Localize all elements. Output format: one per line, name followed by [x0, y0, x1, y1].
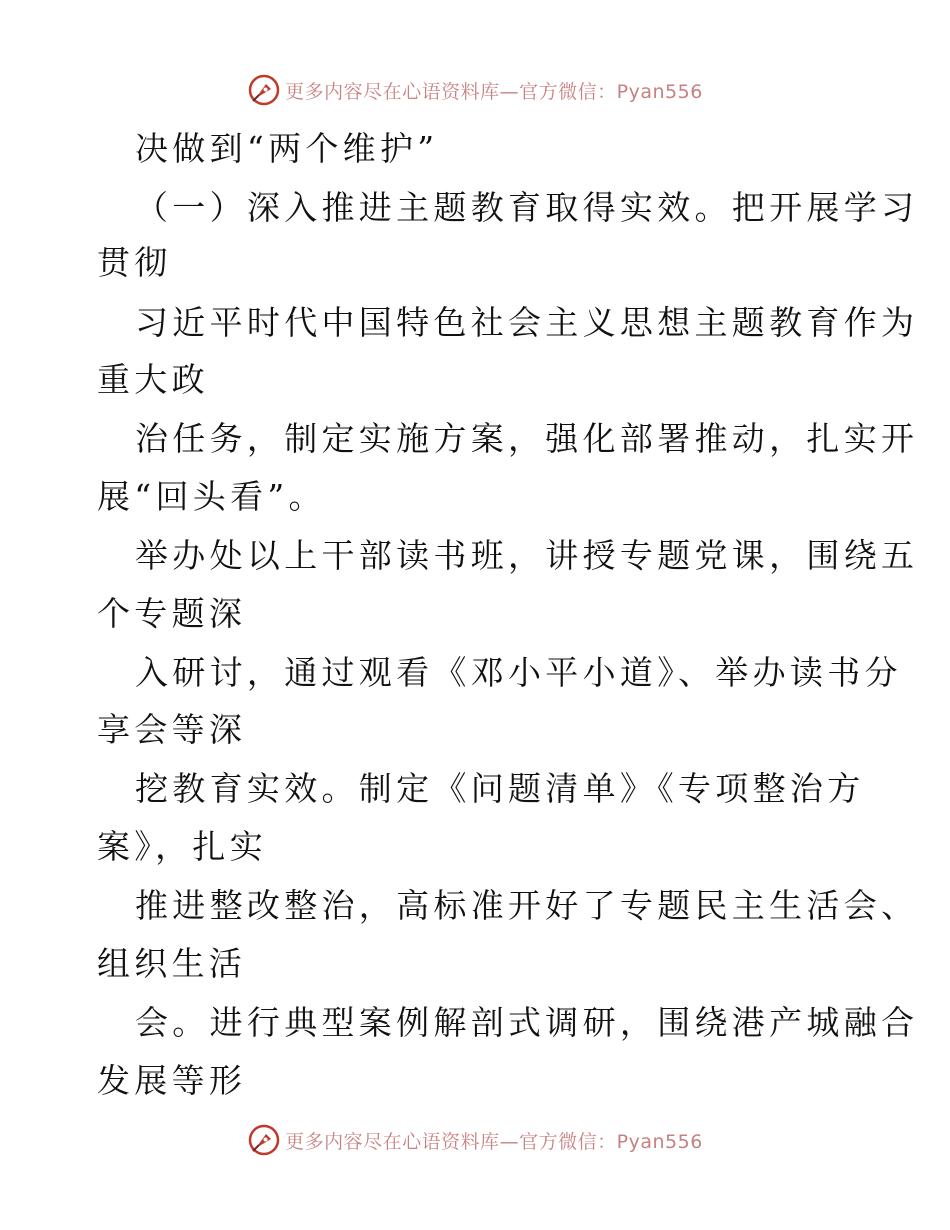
- body-line: 入研讨，通过观看《邓小平小道》、举办读书分: [135, 653, 902, 692]
- footer-brand-text: 更多内容尽在心语资料库—官方微信：Pyan556: [285, 1130, 703, 1153]
- body-line: 组织生活: [97, 944, 247, 983]
- body-line: 案》，扎实: [97, 827, 267, 866]
- body-line: 贯彻: [97, 243, 172, 282]
- body-line: 决做到“两个维护”: [135, 129, 439, 168]
- body-line: 个专题深: [97, 594, 247, 633]
- body-line: 习近平时代中国特色社会主义思想主题教育作为: [135, 303, 919, 342]
- body-line: 挖教育实效。制定《问题清单》《专项整治方: [135, 769, 865, 808]
- body-line: 展“回头看”。: [97, 477, 326, 516]
- body-line: 会。进行典型案例解剖式调研，围绕港产城融合: [135, 1003, 919, 1042]
- body-line: 治任务，制定实施方案，强化部署推动，扎实开: [135, 419, 919, 458]
- header-brand-text: 更多内容尽在心语资料库—官方微信：Pyan556: [285, 80, 703, 103]
- body-line: 推进整改整治，高标准开好了专题民主生活会、: [135, 886, 919, 925]
- body-line: （一）深入推进主题教育取得实效。把开展学习: [135, 188, 919, 227]
- body-line: 举办处以上干部读书班，讲授专题党课，围绕五: [135, 536, 919, 575]
- pen-nib-logo-icon: [247, 1123, 281, 1157]
- footer-watermark-banner: [0, 1122, 950, 1158]
- body-line: 享会等深: [97, 710, 247, 749]
- body-line: 重大政: [97, 360, 209, 399]
- body-line: 发展等形: [97, 1061, 247, 1100]
